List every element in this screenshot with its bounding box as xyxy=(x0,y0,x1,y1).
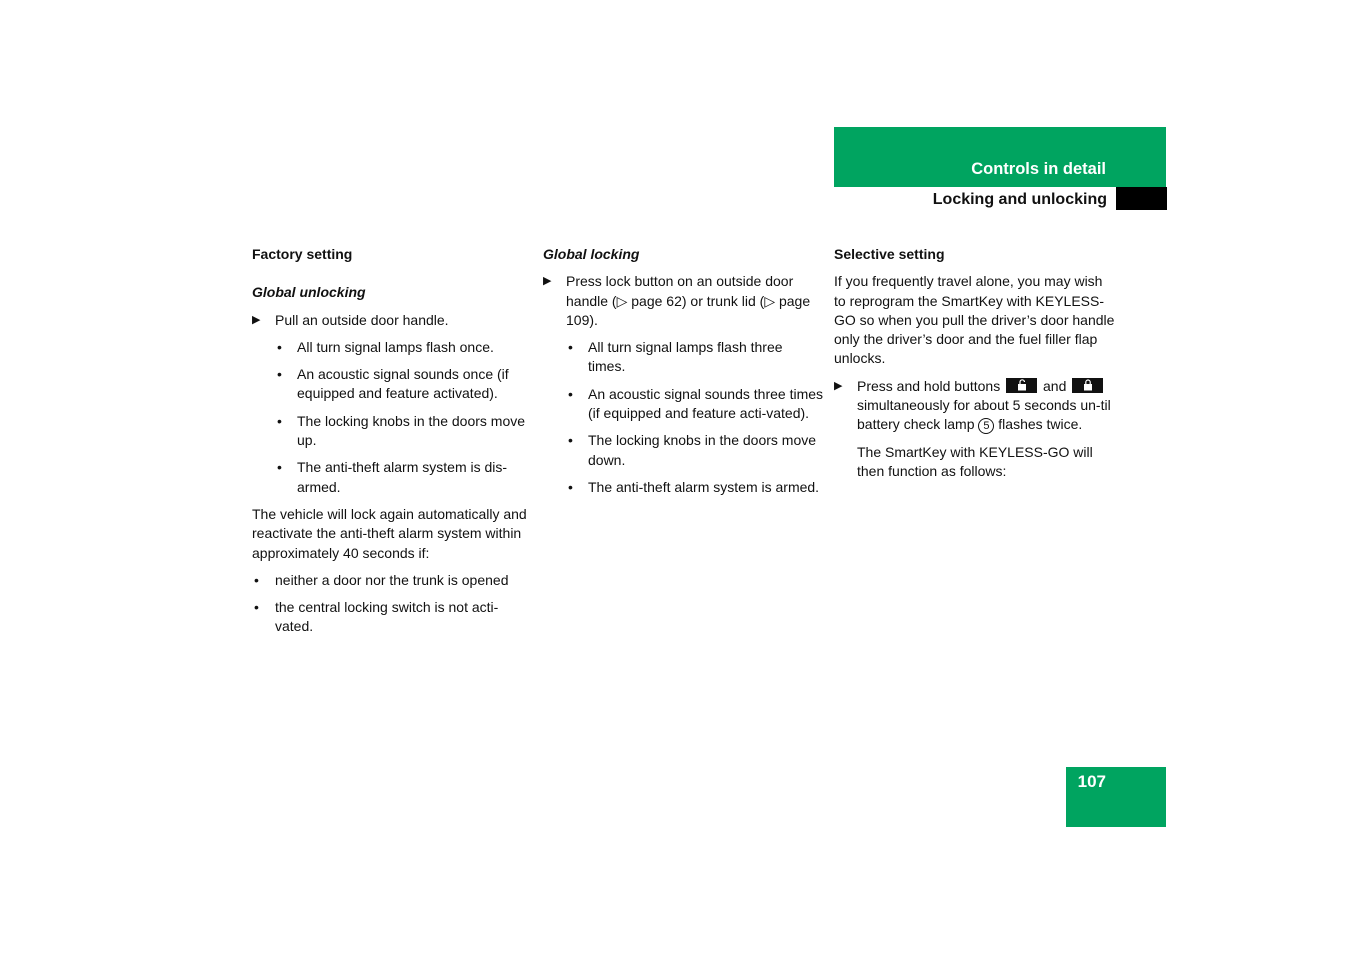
list-item xyxy=(252,598,527,637)
auto-relock-paragraph: The vehicle will lock again automatically and reactivate the anti-theft alarm system within approximately 40 seconds if: xyxy=(252,505,527,561)
step-text-part1: Press and hold buttons xyxy=(857,377,1001,394)
followup-paragraph: The SmartKey with KEYLESS-GO will then function as follows: xyxy=(857,443,1093,479)
list-item-text: The locking knobs in the doors move up. xyxy=(297,412,526,449)
section-marker xyxy=(1116,187,1167,210)
bullet-icon: • xyxy=(568,478,573,495)
list-item-text: An acoustic signal sounds three times (if equipped and feature acti-vated). xyxy=(588,385,824,422)
list-item xyxy=(252,571,527,590)
page-number: 107 xyxy=(1077,772,1106,791)
subheading-global-locking: Global locking xyxy=(543,246,640,262)
list-item-text: An acoustic signal sounds once (if equipped and feature activated). xyxy=(297,366,509,402)
step-text-and: and xyxy=(1043,377,1067,394)
step-text-part3: flashes twice. xyxy=(998,416,1083,433)
bullet-icon: • xyxy=(568,385,573,402)
unlock-button-icon xyxy=(1006,378,1037,393)
list-item xyxy=(543,478,823,497)
bullet-icon: • xyxy=(568,339,573,356)
battery-lamp-ref: 5 xyxy=(978,418,994,434)
column-global-locking xyxy=(543,245,823,497)
bullet-icon: • xyxy=(254,599,259,616)
bullet-icon: • xyxy=(277,412,282,429)
step-press-hold xyxy=(834,377,1116,435)
triangle-right-icon: ▶ xyxy=(252,313,261,326)
chapter-header-band xyxy=(834,127,1166,187)
bullet-icon: • xyxy=(254,571,259,588)
list-item xyxy=(543,385,823,424)
lock-button-icon xyxy=(1072,378,1103,393)
step-pull-handle xyxy=(252,311,527,330)
list-item-text: All turn signal lamps flash three times. xyxy=(588,339,783,375)
step-press-lock xyxy=(543,272,823,330)
list-item-text: The anti-theft alarm system is armed. xyxy=(588,478,820,495)
list-item-text: the central locking switch is not acti-vated. xyxy=(275,599,499,635)
list-item xyxy=(543,431,823,470)
heading-selective-setting: Selective setting xyxy=(834,246,945,262)
step-text: Pull an outside door handle. xyxy=(275,311,449,328)
list-item-text: The locking knobs in the doors move down. xyxy=(588,432,817,468)
heading-factory-setting: Factory setting xyxy=(252,246,353,262)
list-item xyxy=(252,412,527,451)
bullet-icon: • xyxy=(277,459,282,476)
triangle-right-icon: ▶ xyxy=(834,379,843,392)
triangle-right-icon: ▶ xyxy=(543,275,552,288)
step-text: Press lock button on an outside door handle (▷ page 62) or trunk lid (▷ page 109). xyxy=(566,273,811,328)
column-selective-setting xyxy=(834,245,1116,481)
list-item-text: The anti-theft alarm system is dis-armed. xyxy=(297,459,508,495)
list-item-text: All turn signal lamps flash once. xyxy=(297,338,494,355)
list-item xyxy=(543,338,823,377)
list-item xyxy=(252,365,527,404)
section-title: Locking and unlocking xyxy=(932,191,1107,208)
list-item xyxy=(252,458,527,497)
list-item-text: neither a door nor the trunk is opened xyxy=(275,571,509,588)
page-number-box xyxy=(1066,767,1166,827)
bullet-icon: • xyxy=(568,432,573,449)
column-factory-setting xyxy=(252,245,527,637)
bullet-icon: • xyxy=(277,338,282,355)
list-item xyxy=(252,338,527,357)
selective-paragraph: If you frequently travel alone, you may wish to reprogram the SmartKey with KEYLESS-GO so when you pull the driver’s door handle only the driver’s door and the fuel filler flap unlocks. xyxy=(834,273,1115,367)
chapter-title: Controls in detail xyxy=(971,160,1106,178)
step-text-part2: simultaneously for about 5 seconds un-til battery check lamp xyxy=(857,397,1111,433)
bullet-icon: • xyxy=(277,366,282,383)
subheading-global-unlocking: Global unlocking xyxy=(252,284,366,301)
